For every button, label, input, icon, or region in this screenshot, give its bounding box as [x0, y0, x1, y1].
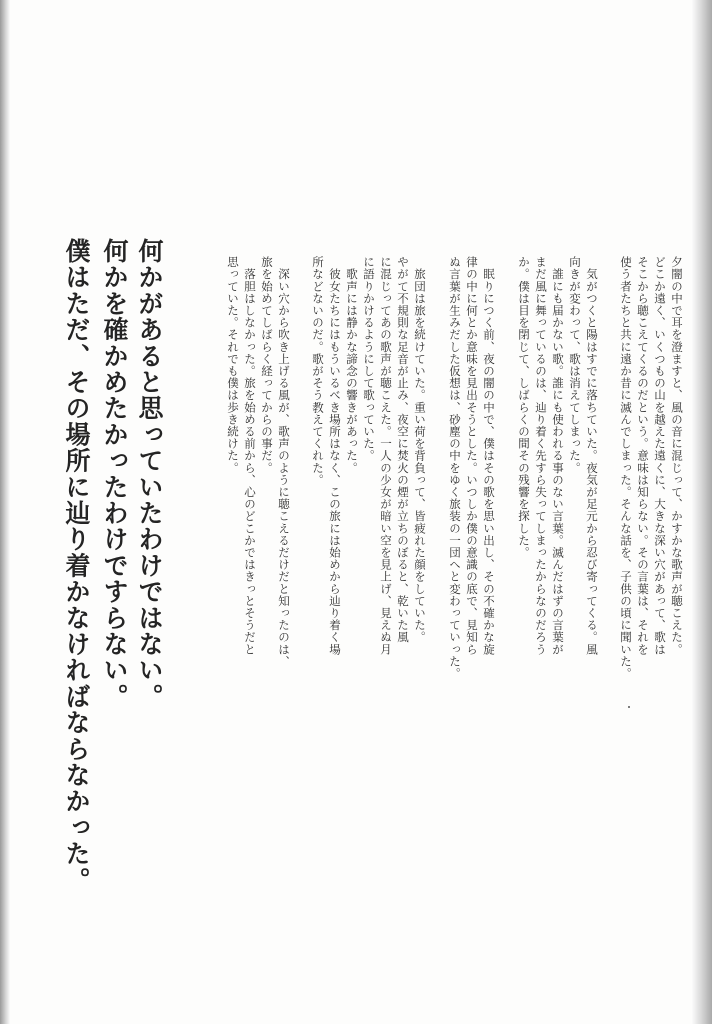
body-line: に語りかけるようにして歌っていた。	[362, 256, 376, 462]
body-line: ぬ言葉が生みだした仮想は、砂塵の中をゆく旅装の一団へと変わっていった。	[448, 256, 462, 680]
page-gutter-shadow	[0, 0, 10, 1024]
body-line: 向きが変わって、歌は消えてしまった。	[568, 256, 582, 474]
body-line: 深い穴から吹き上げる風が、歌声のように聴こえるだけだと知ったのは、	[277, 256, 291, 668]
body-line: か。僕は目を閉じて、しばらくの間その残響を探した。	[517, 256, 531, 559]
body-line: 落胆はしなかった。旅を始める前から、心のどこかではきっとそうだと	[243, 256, 257, 656]
body-line: 旅団は旅を続けていた。重い荷を背負って、皆疲れた顔をしていた。	[413, 256, 427, 644]
closing-line: 僕はただ、その場所に辿り着かなければならなかった。	[62, 238, 91, 893]
page-edge-shadow	[692, 0, 712, 1024]
body-line: やがて不規則な足音が止み、夜空に焚火の煙が立ちのぼると、乾いた風	[396, 256, 410, 644]
closing-line: 何かを確かめたかったわけですらない。	[100, 238, 129, 710]
body-line: 夕闇の中で耳を澄ますと、風の音に混じって、かすかな歌声が聴こえた。	[670, 256, 684, 656]
body-line: 眠りにつく前、夜の闇の中で、僕はその歌を思い出し、その不確かな旋	[482, 256, 496, 656]
closing-line: 何かがあると思っていたわけではない。	[135, 238, 164, 710]
body-line: どこか遠く、いくつもの山を越えた遠くに、大きな深い穴があって、歌は	[653, 256, 667, 656]
body-line: 律の中に何とか意味を見出そうとした。いつしか僕の意識の底で、見知ら	[465, 256, 479, 656]
body-line: そこから聴こえてくるのだという。意味は知らない。その言葉は、それを	[636, 256, 650, 656]
body-line: 旅を始めてしばらく経ってからの事だ。	[260, 256, 274, 474]
body-line: に混じってあの歌声が聴こえた。一人の少女が暗い空を見上げ、見えぬ月	[379, 256, 393, 656]
body-line: 所などないのだ。歌がそう教えてくれた。	[311, 256, 325, 486]
body-line: 思っていた。それでも僕は歩き続けた。	[226, 256, 240, 474]
body-line: まだ風に舞っているのは、辿り着く先すら失ってしまったからなのだろう	[534, 256, 548, 656]
body-line: 気がつくと陽はすでに落ちていた。夜気が足元から忍び寄ってくる。風	[585, 256, 599, 656]
scan-speck	[628, 706, 630, 708]
body-line: 使う者たちと共に遠か昔に滅んでしまった。そんな話を、子供の頃に聞いた。	[619, 256, 633, 680]
body-line: 彼女たちにはもういるべき場所はなく、この旅には始めから辿り着く場	[328, 256, 342, 656]
body-line: 誰にも届かない歌。誰にも使われる事のない言葉。滅んだはずの言葉が	[551, 256, 565, 656]
body-line: 歌声には静かな諦念の響きがあった。	[345, 256, 359, 474]
